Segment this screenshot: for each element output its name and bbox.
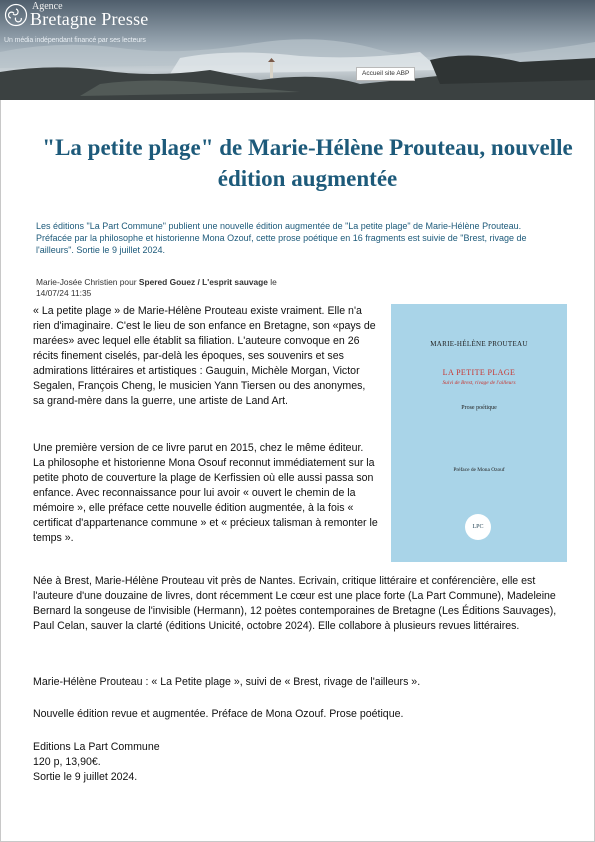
home-link-button[interactable]: Accueil site ABP: [356, 67, 415, 81]
byline-date: 14/07/24 11:35: [36, 287, 92, 298]
paragraph-3: Née à Brest, Marie-Hélène Prouteau vit près de Nantes. Ecrivain, critique littéraire et conférencière, elle est l'auteure d'une douzaine de livres, dont récemment Le cœur est une place forte (La Part Commune), Madeleine Bernard la songeuse de l'invisible (Hermann), 12 poètes contemporaines de Bretagne (Les Éditions Sauvages), Paul Celan, sauver la clarté (éditions Unicité, octobre 2024). Elle collabore à plusieurs revues littéraires.: [33, 575, 557, 632]
book-price: 120 p, 13,90€.: [33, 756, 101, 768]
byline-source-link[interactable]: Spered Gouez / L'esprit sauvage: [138, 277, 268, 287]
cover-genre: Prose poétique: [461, 405, 497, 411]
site-tagline: Un média indépendant financé par ses lecteurs: [4, 37, 146, 44]
byline-suffix: le: [267, 277, 277, 287]
cover-author: MARIE-HÉLÈNE PROUTEAU: [430, 340, 528, 348]
paragraph-4: Marie-Hélène Prouteau : « La Petite plage », suivi de « Brest, rivage de l'ailleurs ».: [33, 676, 421, 688]
article-byline: [36, 277, 336, 298]
article-title: "La petite plage" de Marie-Hélène Prouteau, nouvelle édition augmentée: [42, 135, 573, 191]
paragraph-5: Nouvelle édition revue et augmentée. Préface de Mona Ozouf. Prose poétique.: [33, 708, 404, 720]
paragraph-2: Une première version de ce livre parut en 2015, chez le même éditeur. La philosophe et historienne Mona Osouf reconnut immédiatement sur la petite photo de couverture la plage de Kerfissien où elle aussi passa son enfance. Avec reconnaissance pour lui avoir « ouvert le chemin de la mémoire », elle préface cette nouvelle édition augmentée, à la fois « certificat d'appartenance commune » et « précieux talisman à remonter le temps ».: [33, 442, 378, 544]
cover-preface: Préface de Mona Ozouf: [453, 467, 505, 473]
cover-title: LA PETITE PLAGE: [442, 368, 516, 377]
site-logo-text[interactable]: Bretagne Presse: [30, 9, 149, 29]
header-banner: [0, 0, 595, 100]
book-details: [33, 740, 560, 785]
paragraph-1: « La petite plage » de Marie-Hélène Prouteau existe vraiment. Elle n'a rien d'imaginaire. C'est le lieu de son enfance en Bretagne, son «pays de marées» avec lequel elle établit sa filiation. L'auteure convoque en 26 récits finement ciselés, par-delà les époques, ses souvenirs et ses admirations littéraires et artistiques : Gauguin, Michèle Morgan, Victor Segalen, François Cheng, le musicien Yann Tiersen ou des anonymes, sa grand-mère dans la guerre, une artiste de Land Art.: [33, 305, 376, 407]
agency-label: Agence: [32, 1, 63, 12]
byline-author: Marie-Josée Christien pour: [36, 277, 139, 287]
book-publisher: Editions La Part Commune: [33, 741, 160, 753]
cover-subtitle: Suivi de Brest, rivage de l'ailleurs: [442, 380, 516, 386]
book-release-date: Sortie le 9 juillet 2024.: [33, 771, 138, 783]
publisher-logo-icon: LPC: [465, 514, 491, 540]
book-cover-image: [391, 304, 567, 562]
triskell-icon: [4, 3, 28, 27]
article-lead: Les éditions "La Part Commune" publient une nouvelle édition augmentée de "La petite plage" de Marie-Hélène Prouteau. Préfacée par la philosophe et historienne Mona Ozouf, cette prose poétique en 16 fragments est suivie de "Brest, rivage de l'ailleurs". Sortie le 9 juillet 2024.: [36, 221, 527, 256]
